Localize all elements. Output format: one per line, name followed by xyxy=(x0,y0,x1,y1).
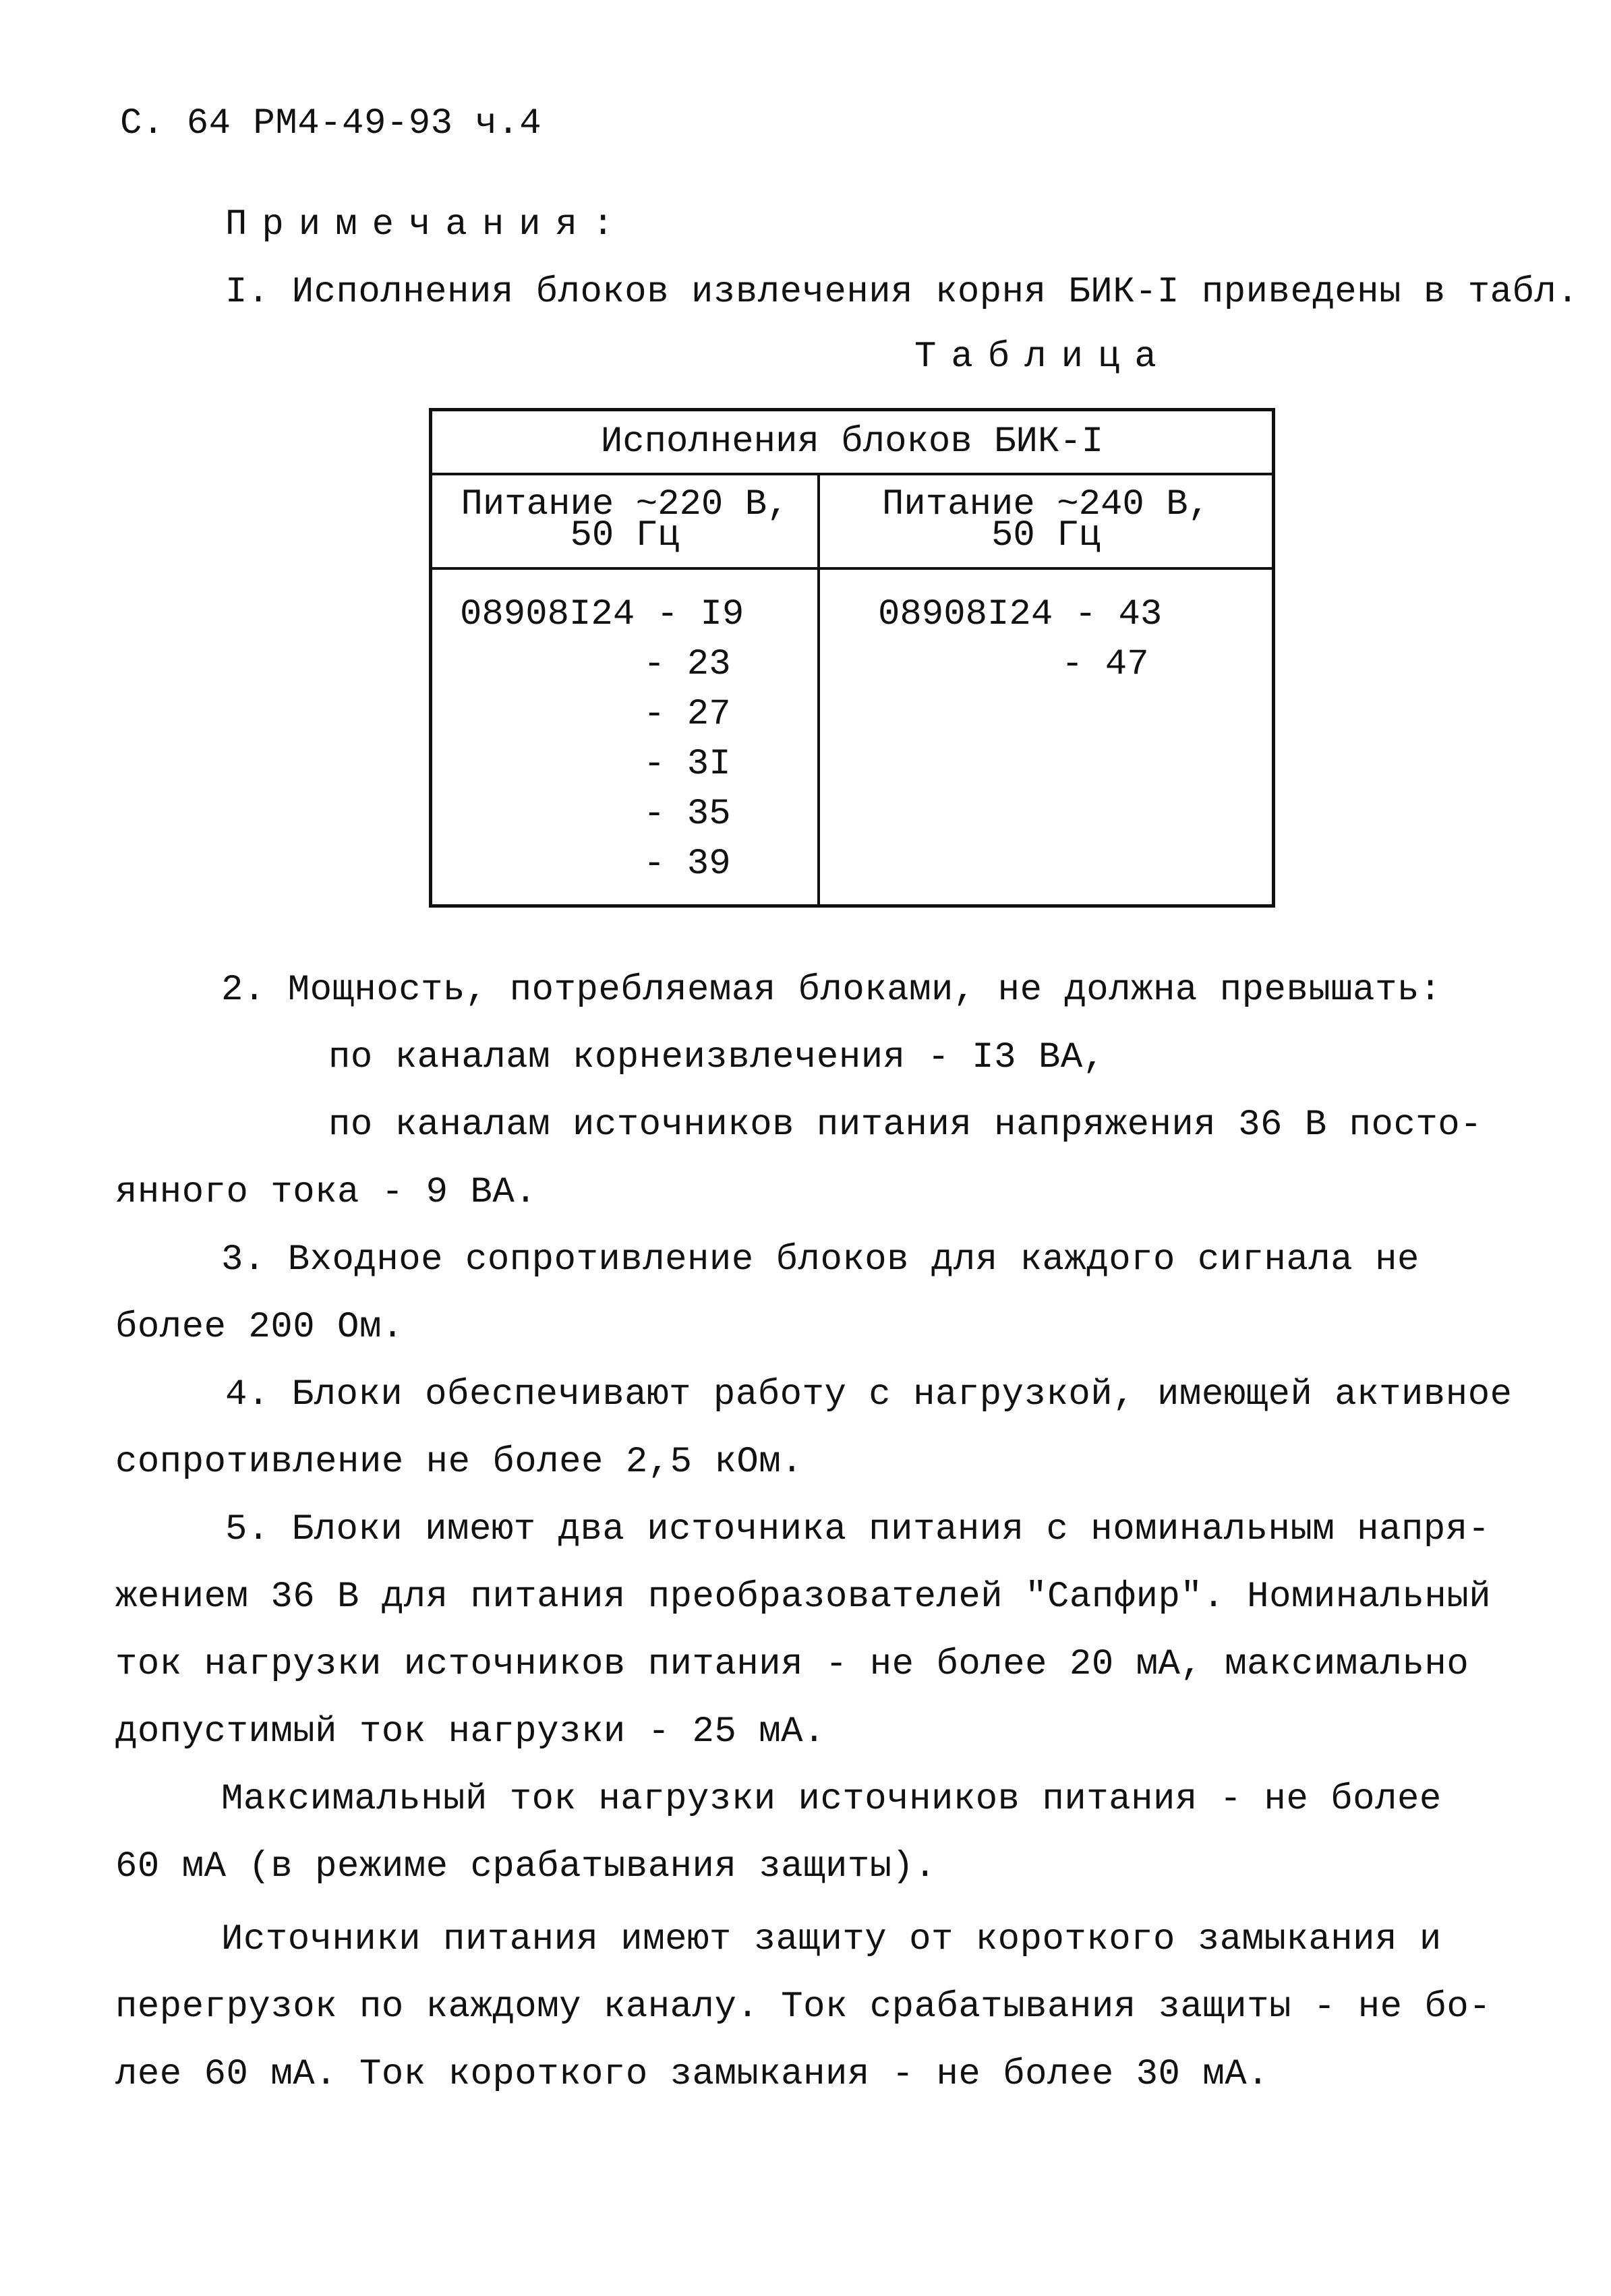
col2-header-line2: 50 Гц xyxy=(991,515,1101,556)
para-6-line-1: Максимальный ток нагрузки источников питания - не более xyxy=(221,1779,1442,1820)
para-5-line-1: 5. Блоки имеют два источника питания с номинальным напря- xyxy=(225,1509,1490,1550)
para-5-line-2: жением 36 В для питания преобразователей "Сапфир". Номинальный xyxy=(115,1577,1492,1618)
table-column-divider xyxy=(817,475,820,908)
para-5-line-3: ток нагрузки источников питания - не более 20 мА, максимально xyxy=(115,1644,1469,1685)
col1-value: - 27 xyxy=(643,694,731,735)
table-header-row xyxy=(432,475,1272,570)
para-2-line-1: 2. Мощность, потребляемая блоками, не должна превышать: xyxy=(221,970,1442,1011)
table-title-row xyxy=(432,411,1272,475)
col2-header-line1: Питание ~240 В, xyxy=(881,484,1210,525)
col1-header-line1: Питание ~220 В, xyxy=(461,484,789,525)
para-2-line-2: по каналам корнеизвлечения - I3 ВА, xyxy=(328,1037,1105,1078)
page-header: С. 64 РМ4-49-93 ч.4 xyxy=(120,103,542,144)
para-4-line-2: сопротивление не более 2,5 кОм. xyxy=(115,1442,804,1483)
para-3-line-2: более 200 Ом. xyxy=(115,1307,404,1348)
notes-title: Примечания: xyxy=(225,204,629,245)
para-3-line-1: 3. Входное сопротивление блоков для каждого сигнала не xyxy=(221,1239,1419,1281)
variants-table xyxy=(429,408,1275,908)
table-caption: Таблица xyxy=(914,336,1171,378)
col1-header-line2: 50 Гц xyxy=(570,515,680,556)
col2-value: 08908I24 - 43 xyxy=(878,594,1163,635)
para-2-line-3: по каналам источников питания напряжения 36 В посто- xyxy=(328,1105,1483,1146)
col1-value: 08908I24 - I9 xyxy=(460,594,744,635)
para-7-line-2: перегрузок по каждому каналу. Ток срабатывания защиты - не бо- xyxy=(115,1986,1492,2028)
col1-value: - 3I xyxy=(643,744,731,785)
col1-value: - 23 xyxy=(643,644,731,685)
col1-value: - 39 xyxy=(643,844,731,885)
para-7-line-1: Источники питания имеют защиту от короткого замыкания и xyxy=(221,1919,1442,1960)
para-5-line-4: допустимый ток нагрузки - 25 мА. xyxy=(115,1711,825,1753)
para-7-line-3: лее 60 мА. Ток короткого замыкания - не более 30 мА. xyxy=(115,2054,1270,2095)
para-6-line-2: 60 мА (в режиме срабатывания защиты). xyxy=(115,1846,937,1887)
col2-value: - 47 xyxy=(1061,644,1149,685)
para-4-line-1: 4. Блоки обеспечивают работу с нагрузкой, имеющей активное xyxy=(225,1374,1513,1415)
para-2-line-4: янного тока - 9 ВА. xyxy=(115,1172,537,1213)
note-1: I. Исполнения блоков извлечения корня БИК-I приведены в табл. xyxy=(225,272,1579,313)
col1-value: - 35 xyxy=(643,794,731,835)
table-title: Исполнения блоков БИК-I xyxy=(600,421,1104,463)
